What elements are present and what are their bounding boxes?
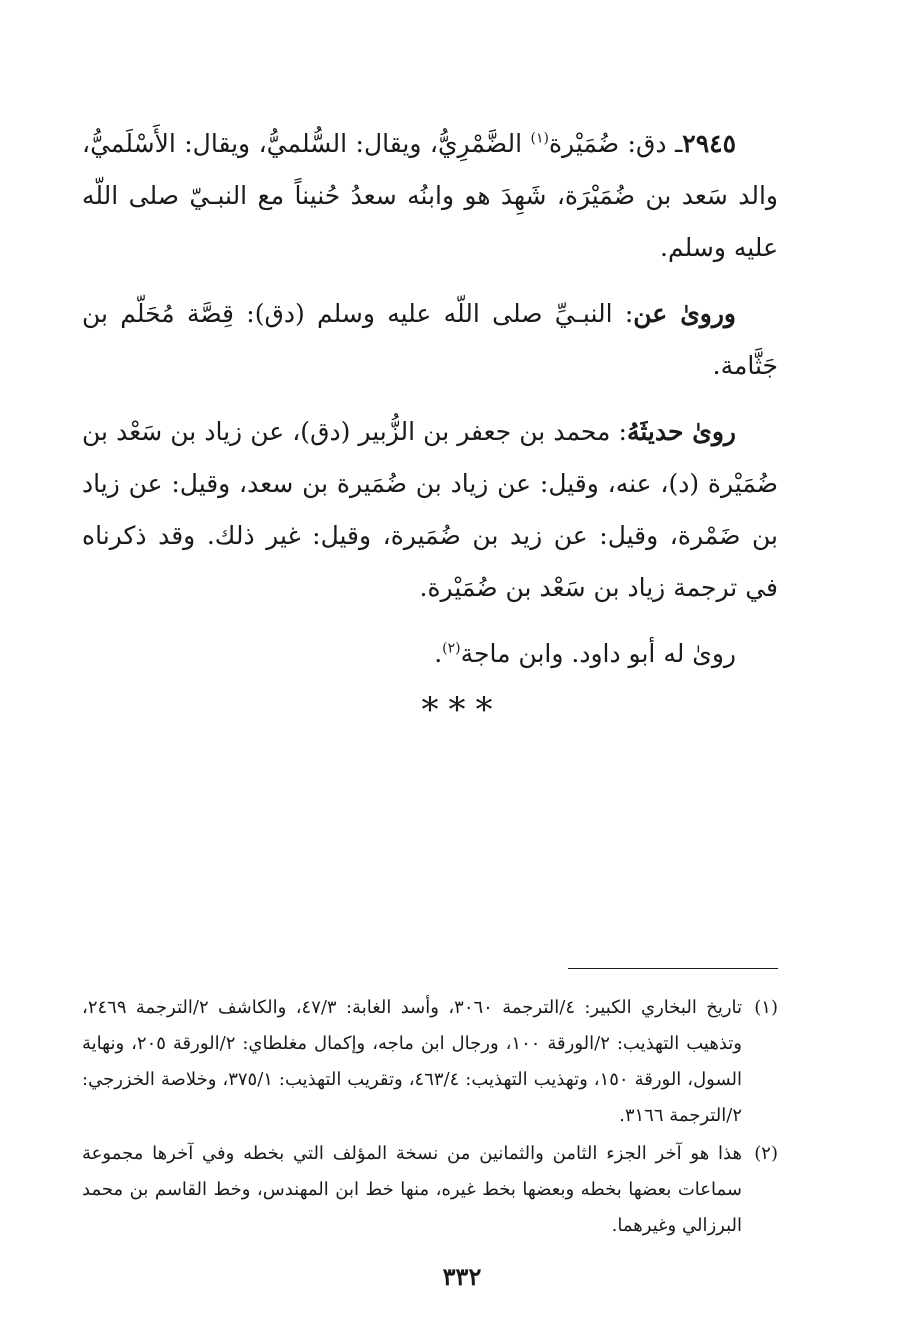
narrators-text: روىٰ له أبو داود. وابن ماجة bbox=[460, 639, 736, 668]
footnote-1-text: تاريخ البخاري الكبير: ٤/الترجمة ٣٠٦٠، وأسد الغابة: ٤٧/٣، والكاشف ٢/الترجمة ٢٤٦٩، وتذهيب التهذيب: ٢/الورقة ١٠٠، ورجال ابن ماجه، وإكمال مغلطاي: ٢/الورقة ٢٠٥، ونهاية السول، الورقة ١٥٠، وتهذيب التهذيب: ٤٦٣/٤، وتقريب التهذيب: ٣٧٥/١، وخلاصة الخزرجي: ٢/الترجمة ٣١٦٦. bbox=[82, 997, 743, 1126]
entry-dash: ـ bbox=[674, 129, 683, 158]
narrators-paragraph bbox=[82, 628, 778, 680]
entry-heading: دق: ضُمَيْرة bbox=[548, 129, 675, 158]
footnote-2 bbox=[82, 1136, 778, 1244]
footnote-1 bbox=[82, 990, 778, 1134]
footnote-ref-2[interactable]: (٢) bbox=[442, 640, 461, 657]
entry-paragraph bbox=[82, 118, 778, 274]
footnote-1-number: (١) bbox=[754, 997, 778, 1018]
footnotes bbox=[82, 990, 778, 1246]
narrated-from-label: وروىٰ عن bbox=[633, 299, 737, 328]
page-number: ٣٣٢ bbox=[442, 1262, 482, 1291]
footnote-2-text: هذا هو آخر الجزء الثامن والثمانين من نسخة المؤلف التي بخطه وفي آخرها مجموعة سماعات بعضها بخطه وبعضها بخط غيره، منها خط ابن المهندس، وخط القاسم بن محمد البرزالي وغيرهما. bbox=[82, 1143, 742, 1236]
entry-body: الضَّمْرِيُّ، ويقال: السُّلميُّ، ويقال: الأَسْلَميُّ، والد سَعد بن ضُمَيْرَة، شَهِدَ هو وابنُه سعدُ حُنيناً مع النبـيّ صلى اللّه عليه وسلم. bbox=[82, 129, 778, 262]
footnote-ref-1[interactable]: (١) bbox=[530, 130, 549, 147]
narrated-from-text: : النبـيِّ صلى اللّه عليه وسلم (دق): قِصَّة مُحَلّم بن جَثَّامة. bbox=[82, 299, 778, 380]
footnote-2-number: (٢) bbox=[754, 1143, 778, 1164]
entry-number: ٢٩٤٥ bbox=[682, 129, 736, 158]
main-text bbox=[82, 118, 778, 694]
footnote-divider bbox=[568, 968, 778, 969]
narrated-from-paragraph bbox=[82, 288, 778, 392]
narrated-by-paragraph bbox=[82, 406, 778, 614]
narrators-end: . bbox=[434, 639, 443, 668]
section-separator: *** bbox=[421, 690, 503, 730]
narrated-by-text: : محمد بن جعفر بن الزُّبير (دق)، عن زياد بن سَعْد بن ضُمَيْرة (د)، عنه، وقيل: عن زياد بن ضُمَيرة بن سعد، وقيل: عن زياد بن ضَمْرة، وقيل: عن زيد بن ضُمَيرة، وقيل: غير ذلك. وقد ذكرناه في ترجمة زياد بن سَعْد بن ضُمَيْرة. bbox=[82, 417, 778, 602]
narrated-by-label: روىٰ حديثَهُ bbox=[626, 417, 736, 446]
